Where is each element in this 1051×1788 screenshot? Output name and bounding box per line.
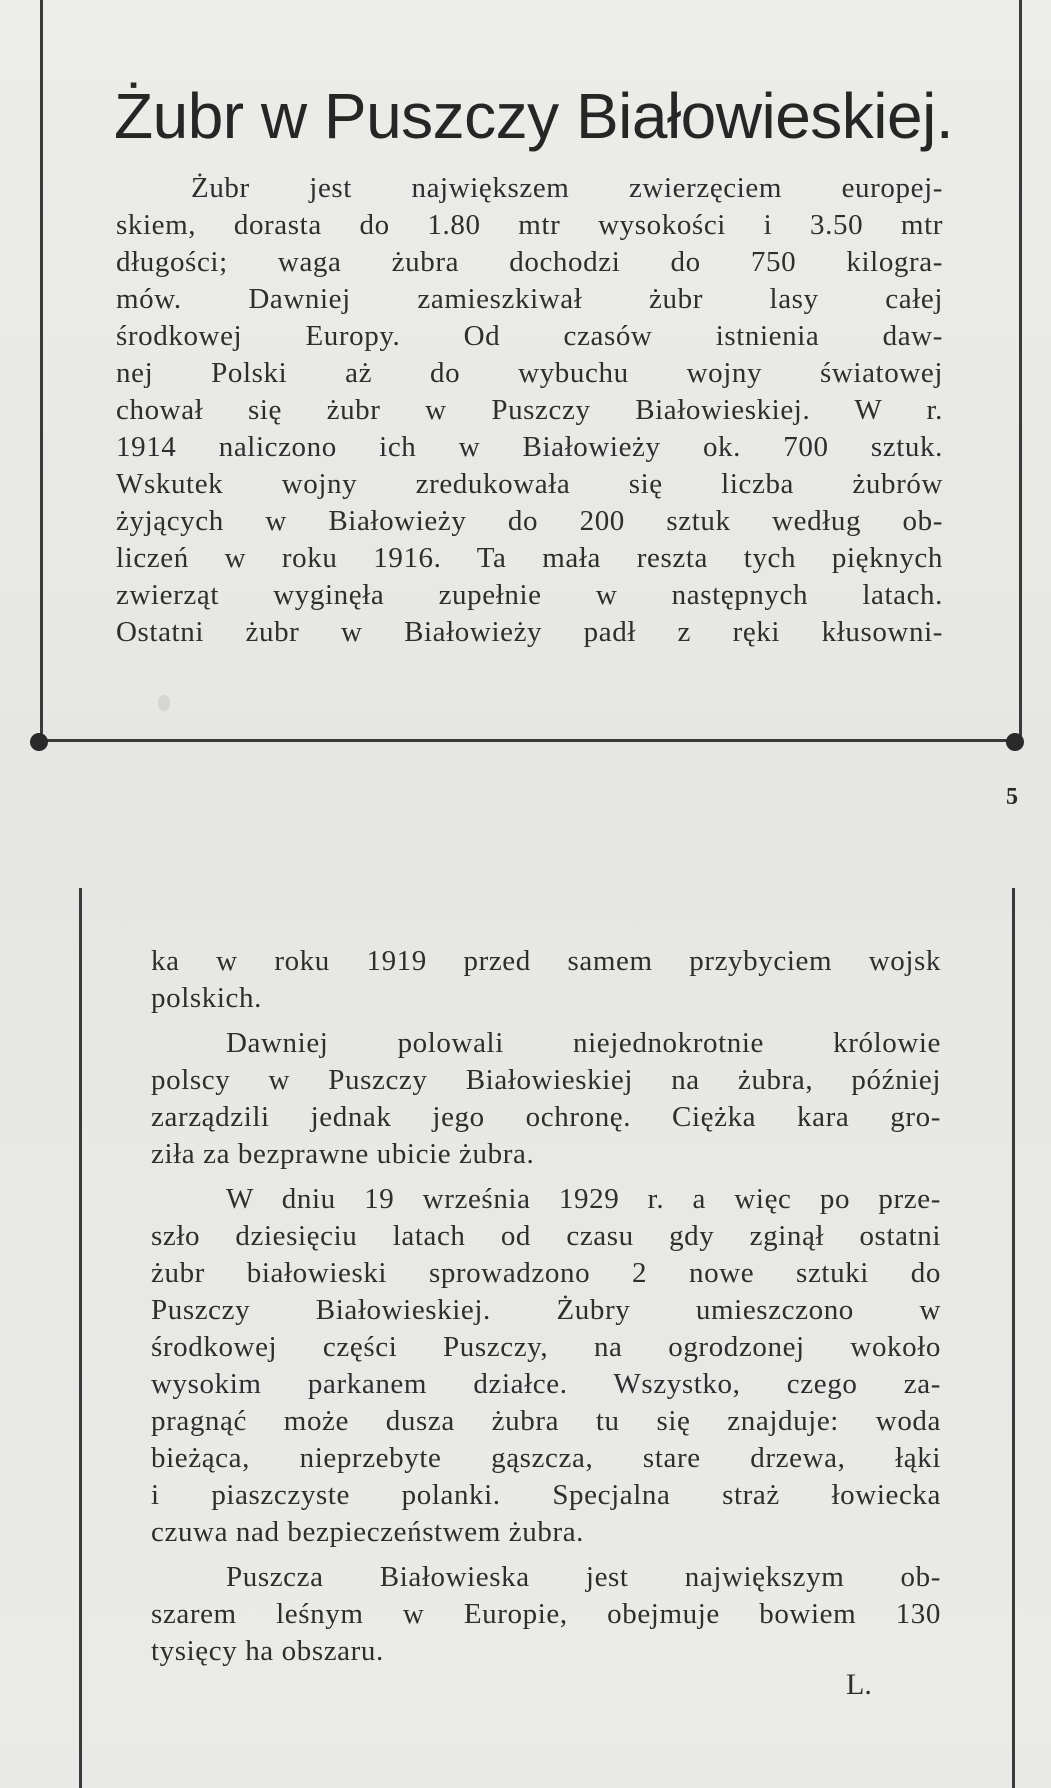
text-line: mów. Dawniej zamieszkiwał żubr lasy całej — [116, 283, 943, 315]
text-line: Dawniej polowali niejednokrotnie królowie — [226, 1027, 941, 1059]
bottom-text-block — [151, 943, 941, 1678]
text-line: Puszcza Białowieska jest największym ob- — [226, 1561, 941, 1593]
text-line: długości; waga żubra dochodzi do 750 kilogra- — [116, 246, 943, 278]
paragraph — [151, 1181, 941, 1551]
text-line: bieżąca, nieprzebyte gąszcza, stare drzewa, łąki — [151, 1442, 941, 1474]
paragraph — [151, 1559, 941, 1670]
text-line: polscy w Puszczy Białowieskiej na żubra, później — [151, 1064, 941, 1096]
text-line: W dniu 19 września 1929 r. a więc po prze- — [226, 1183, 941, 1215]
text-line: polskich. — [151, 982, 262, 1014]
paragraph — [151, 943, 941, 1017]
text-line: nej Polski aż do wybuchu wojny światowej — [116, 357, 943, 389]
paragraph — [151, 1025, 941, 1173]
article-title: Żubr w Puszczy Białowieskiej. — [114, 80, 954, 152]
text-line: środkowej Europy. Od czasów istnienia daw- — [116, 320, 943, 352]
top-text-block — [116, 170, 943, 651]
text-line: Puszczy Białowieskiej. Żubry umieszczono w — [151, 1294, 941, 1326]
text-line: środkowej części Puszczy, na ogrodzonej wokoło — [151, 1331, 941, 1363]
frame-corner-dot-right — [1006, 733, 1024, 751]
text-line: szło dziesięciu latach od czasu gdy zginął ostatni — [151, 1220, 941, 1252]
text-line: tysięcy ha obszaru. — [151, 1635, 384, 1667]
text-line: Wskutek wojny zredukowała się liczba żubrów — [116, 468, 943, 500]
author-signature: L. — [846, 1668, 872, 1701]
text-line: i piaszczyste polanki. Specjalna straż łowiecka — [151, 1479, 941, 1511]
text-line: skiem, dorasta do 1.80 mtr wysokości i 3.50 mtr — [116, 209, 943, 241]
paper-speck — [158, 695, 170, 711]
text-line: wysokim parkanem działce. Wszystko, czego za- — [151, 1368, 941, 1400]
page-number: 5 — [1006, 784, 1018, 810]
text-line: żyjących w Białowieży do 200 sztuk według ob- — [116, 505, 943, 537]
text-line: Ostatni żubr w Białowieży padł z ręki kłusowni- — [116, 616, 943, 648]
text-line: chował się żubr w Puszczy Białowieskiej. W r. — [116, 394, 943, 426]
text-line: ziła za bezprawne ubicie żubra. — [151, 1138, 535, 1170]
frame-corner-dot-left — [30, 733, 48, 751]
text-line: Żubr jest największem zwierzęciem europej- — [191, 172, 943, 204]
text-line: zwierząt wyginęła zupełnie w następnych latach. — [116, 579, 943, 611]
text-line: szarem leśnym w Europie, obejmuje bowiem 130 — [151, 1598, 941, 1630]
text-line: żubr białowieski sprowadzono 2 nowe sztuki do — [151, 1257, 941, 1289]
text-line: zarządzili jednak jego ochronę. Ciężka kara gro- — [151, 1101, 941, 1133]
text-line: ka w roku 1919 przed samem przybyciem wojsk — [151, 945, 941, 977]
text-line: 1914 naliczono ich w Białowieży ok. 700 sztuk. — [116, 431, 943, 463]
text-line: pragnąć może dusza żubra tu się znajduje: woda — [151, 1405, 941, 1437]
text-line: czuwa nad bezpieczeństwem żubra. — [151, 1516, 585, 1548]
text-line: liczeń w roku 1916. Ta mała reszta tych pięknych — [116, 542, 943, 574]
